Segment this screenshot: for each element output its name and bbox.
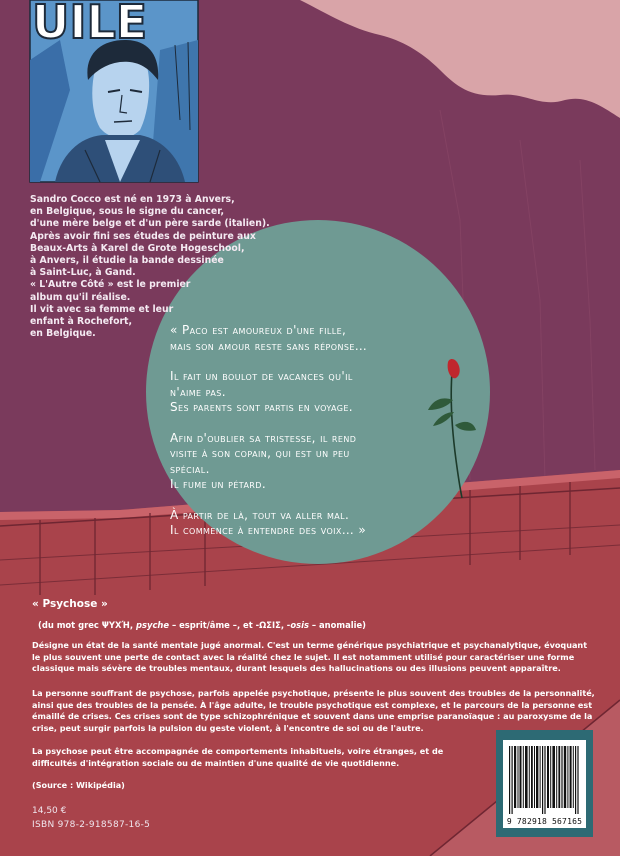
bio-line: d'une mère belge et d'un père sarde (italien).	[30, 218, 270, 230]
definition-line: difficultés d'intégration sociale ou de maintien d'une qualité de vie quotidienne.	[32, 757, 400, 768]
isbn: ISBN 978-2-918587-16-5	[32, 820, 151, 830]
definition-line: Désigne un état de la santé mentale jugé anormal. C'est un terme générique psychiatrique et psychanalytique, évoquant	[32, 640, 588, 650]
barcode-digits: 9 782918 567165	[506, 817, 583, 826]
bio-line: à Anvers, il étudie la bande dessinée	[30, 255, 224, 267]
bio-line: en Belgique.	[30, 328, 96, 340]
quote-line: spécial.	[170, 461, 210, 476]
definition-line: crise, peut surgir parfois la pulsion du geste violent, à l'encontre de soi ou de l'autre.	[32, 722, 424, 733]
etym-psyche: psyche	[136, 620, 170, 630]
author-portrait	[30, 0, 198, 182]
etym-mid: – esprit/âme –, et	[169, 620, 256, 630]
etym-osis: -osis	[286, 620, 309, 630]
quote-line: Ses parents sont partis en voyage.	[170, 400, 353, 414]
quote-line: À partir de là, tout va aller mal.	[170, 507, 350, 522]
quote-line: Il fait un boulot de vacances qu'il	[170, 369, 353, 383]
definition-line: La personne souffrant de psychose, parfois appelée psychotique, présente le plus souvent des troubles de la personnalité,	[32, 688, 595, 698]
quote-line: « Paco est amoureux d'une fille,	[170, 323, 347, 337]
pink-sky	[300, 0, 620, 118]
definition-line: ainsi que des troubles de la pensée. À l'âge adulte, le trouble psychotique est complexe, et le parcours de la personne est	[32, 699, 593, 710]
quote-line: mais son amour reste sans réponse…	[170, 338, 368, 353]
bio-line: à Saint-Luc, à Gand.	[30, 267, 136, 279]
summary-quote	[170, 323, 440, 554]
quote-paragraph	[170, 323, 440, 354]
barcode-bars	[503, 740, 586, 828]
bio-line: Il vit avec sa femme et leur	[30, 303, 174, 315]
quote-line: n'aime pas.	[170, 384, 226, 399]
bio-line: Sandro Cocco est né en 1973 à Anvers,	[30, 194, 235, 205]
quote-line: Afin d'oublier sa tristesse, il rend	[170, 430, 357, 445]
etym-prefix: (du mot grec	[38, 620, 102, 630]
definition-line: émaillé de crises. Ces crises sont de type schizophrénique et souvent dans une emprise paranoïaque : au paroxysme de la	[32, 711, 593, 722]
quote-line: Il commence à entendre des voix… »	[170, 523, 367, 537]
bio-line: album qu'il réalise.	[30, 291, 131, 303]
bio-line: enfant à Rochefort,	[30, 316, 133, 328]
portrait-logo: UILE	[32, 0, 148, 49]
bio-line: en Belgique, sous le signe du cancer,	[30, 206, 224, 218]
quote-line: visite à son copain, qui est un peu	[170, 446, 350, 460]
etym-sep: ,	[280, 620, 287, 630]
definition-title: « Psychose »	[32, 598, 108, 610]
source-credit: (Source : Wikipédia)	[32, 780, 125, 790]
etym-greek-osis: -ΩΣΙΣ	[255, 620, 281, 630]
etym-greek-psyche: ΨΥΧΉ	[101, 620, 130, 630]
bio-line: « L'Autre Côté » est le premier	[30, 279, 191, 291]
bio-line: Après avoir fini ses études de peinture aux	[30, 230, 256, 242]
definition-paragraph-2	[32, 688, 595, 734]
price: 14,50 €	[32, 806, 67, 816]
quote-paragraph	[170, 369, 440, 416]
quote-paragraph	[170, 431, 440, 493]
definition-paragraph-1	[32, 640, 592, 675]
quote-paragraph	[170, 508, 440, 539]
etymology-line	[38, 620, 366, 630]
bio-line: Beaux-Arts à Karel de Grote Hogeschool,	[30, 242, 245, 254]
etym-sep: ,	[129, 620, 136, 630]
quote-line: Il fume un pétard.	[170, 477, 267, 491]
author-bio	[30, 194, 280, 340]
etym-end: – anomalie)	[309, 620, 367, 630]
definition-line: La psychose peut être accompagnée de comportements inhabituels, voire étranges, et de	[32, 746, 444, 756]
definition-line: le plus souvent une perte de contact avec la réalité chez le sujet. Il est notamment utilisé pour caractériser une forme	[32, 651, 575, 662]
definition-line: classique mais sévère de troubles mentaux, durant lesquels des hallucinations ou des illusions peuvent apparaître.	[32, 663, 561, 674]
barcode	[503, 740, 586, 828]
barcode-frame	[496, 730, 593, 837]
